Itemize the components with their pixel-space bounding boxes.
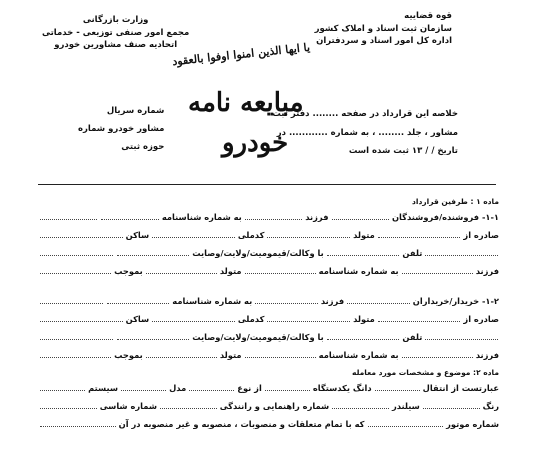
registry-zone-label: حوزه ثبتی bbox=[121, 142, 165, 152]
form-label: صادره از bbox=[463, 314, 499, 324]
form-label: شماره راهنمایی و رانندگی bbox=[219, 401, 330, 411]
form-label: بموجب bbox=[114, 266, 143, 276]
fill-in-blank[interactable] bbox=[40, 331, 113, 340]
form-label: به شماره شناسنامه bbox=[318, 350, 399, 360]
fill-in-blank[interactable] bbox=[40, 382, 85, 391]
fill-in-blank[interactable] bbox=[107, 295, 170, 304]
header-left-line: اتحادیه صنف مشاورین خودرو bbox=[54, 40, 178, 50]
form-label: عبارتست از انتقال bbox=[422, 383, 499, 393]
fill-in-blank[interactable] bbox=[40, 295, 103, 304]
fill-in-blank[interactable] bbox=[267, 313, 350, 322]
fill-in-blank[interactable] bbox=[40, 211, 97, 220]
serial-info bbox=[78, 102, 164, 156]
form-label: تلفن bbox=[402, 332, 423, 342]
form-row bbox=[38, 364, 500, 379]
form-label: با وکالت/قیمومیت/ولایت/وصایت bbox=[192, 332, 324, 342]
fill-in-blank[interactable] bbox=[40, 400, 97, 409]
document-subtitle: خودرو bbox=[222, 128, 289, 158]
header-right-line: سازمان ثبت اسناد و املاک کشور bbox=[314, 23, 452, 34]
header-left-line: مجمع امور صنفی توزیعی - خدماتی bbox=[42, 27, 190, 38]
fill-in-blank[interactable] bbox=[423, 400, 480, 409]
fill-in-blank[interactable] bbox=[425, 247, 498, 256]
header-divider bbox=[38, 184, 496, 185]
fill-in-blank[interactable] bbox=[117, 331, 190, 340]
form-label: به شماره شناسنامه bbox=[318, 266, 399, 276]
fill-in-blank[interactable] bbox=[40, 247, 113, 256]
fill-in-blank[interactable] bbox=[121, 382, 166, 391]
form-label: متولد bbox=[219, 266, 242, 276]
header-left bbox=[42, 14, 189, 52]
fill-in-blank[interactable] bbox=[368, 418, 444, 427]
form-label: شماره موتور bbox=[446, 419, 499, 429]
fill-in-blank[interactable] bbox=[375, 382, 420, 391]
form-row bbox=[38, 193, 500, 208]
form-row bbox=[38, 244, 500, 262]
form-label: فرزند bbox=[475, 266, 499, 276]
form-label: کدملی bbox=[237, 314, 265, 324]
fill-in-blank[interactable] bbox=[245, 349, 316, 358]
fill-in-blank[interactable] bbox=[267, 229, 350, 238]
fill-in-blank[interactable] bbox=[101, 211, 158, 220]
fill-in-blank[interactable] bbox=[402, 349, 473, 358]
header-left-line: وزارت بازرگانی bbox=[82, 15, 149, 25]
fill-in-blank[interactable] bbox=[327, 331, 400, 340]
form-label: که با تمام متعلقات و منصوبات ، منصوبه و غیر منصوبه در آن bbox=[118, 419, 365, 429]
form-label: ساکن bbox=[125, 230, 150, 240]
fill-in-blank[interactable] bbox=[255, 295, 318, 304]
form-label: ماده ۲: موضوع و مشخصات مورد معامله bbox=[352, 368, 499, 377]
fill-in-blank[interactable] bbox=[40, 265, 111, 274]
form-row bbox=[38, 397, 500, 415]
form-label: فرزند bbox=[320, 296, 345, 306]
registration-summary bbox=[272, 105, 458, 161]
form-label: صادره از bbox=[463, 230, 499, 240]
form-row bbox=[38, 310, 500, 328]
form-label: فرزند bbox=[305, 212, 329, 222]
fill-in-blank[interactable] bbox=[40, 349, 111, 358]
fill-in-blank[interactable] bbox=[327, 247, 400, 256]
fill-in-blank[interactable] bbox=[40, 313, 123, 322]
registration-line: تاریخ / / ۱۳ ثبت شده است bbox=[348, 146, 458, 156]
form-label: ساکن bbox=[125, 314, 150, 324]
form-label: شماره شاسی bbox=[99, 401, 157, 411]
fill-in-blank[interactable] bbox=[402, 265, 473, 274]
fill-in-blank[interactable] bbox=[40, 418, 116, 427]
fill-in-blank[interactable] bbox=[160, 400, 217, 409]
fill-in-blank[interactable] bbox=[425, 331, 498, 340]
form-label: بموجب bbox=[114, 350, 143, 360]
fill-in-blank[interactable] bbox=[378, 229, 461, 238]
fill-in-blank[interactable] bbox=[189, 382, 234, 391]
fill-in-blank[interactable] bbox=[117, 247, 190, 256]
document-title: مبایعه نامه bbox=[188, 88, 304, 118]
fill-in-blank[interactable] bbox=[332, 211, 389, 220]
fill-in-blank[interactable] bbox=[265, 382, 310, 391]
form-row bbox=[38, 226, 500, 244]
fill-in-blank[interactable] bbox=[152, 313, 235, 322]
form-label: متولد bbox=[353, 314, 375, 324]
registration-line: خلاصه این قرارداد در صفحه ........ دفتر ثبت bbox=[272, 109, 458, 119]
form-row bbox=[38, 292, 500, 310]
fill-in-blank[interactable] bbox=[146, 349, 217, 358]
fill-in-blank[interactable] bbox=[40, 229, 123, 238]
dealer-number-label: مشاور خودرو شماره bbox=[78, 124, 165, 134]
fill-in-blank[interactable] bbox=[152, 229, 235, 238]
form-row bbox=[38, 208, 500, 226]
form-label: دانگ یکدستگاه bbox=[312, 383, 372, 393]
form-label: سیلندر bbox=[391, 401, 420, 411]
form-label: با وکالت/قیمومیت/ولایت/وصایت bbox=[192, 248, 324, 258]
header-right-line: قوه قضاییه bbox=[404, 11, 452, 21]
form-row bbox=[38, 328, 500, 346]
fill-in-blank[interactable] bbox=[245, 265, 316, 274]
fill-in-blank[interactable] bbox=[347, 295, 410, 304]
form-label: به شماره شناسنامه bbox=[172, 296, 253, 306]
form-label: سیستم bbox=[88, 383, 118, 393]
form-label: از نوع bbox=[237, 383, 262, 393]
form-row bbox=[38, 346, 500, 364]
form-label: کدملی bbox=[237, 230, 265, 240]
form-row bbox=[38, 262, 500, 280]
form-label: ۱-۲- خریدار/خریداران bbox=[412, 296, 499, 306]
header-right-line: اداره کل امور اسناد و سردفتران bbox=[316, 36, 452, 46]
form-label: متولد bbox=[219, 350, 242, 360]
form-label: فرزند bbox=[475, 350, 499, 360]
registration-line: مشاور ، جلد ........ ، به شماره ............ در bbox=[276, 127, 458, 138]
form-label: ماده ۱ : طرفین قرارداد bbox=[412, 197, 499, 206]
section-gap bbox=[38, 280, 500, 292]
contract-form-body bbox=[38, 193, 500, 433]
form-label: متولد bbox=[353, 230, 375, 240]
fill-in-blank[interactable] bbox=[378, 313, 461, 322]
form-label: ۱-۱- فروشنده/فروشندگان bbox=[391, 212, 499, 222]
fill-in-blank[interactable] bbox=[245, 211, 302, 220]
form-row bbox=[38, 415, 500, 433]
form-label: تلفن bbox=[402, 248, 423, 258]
header-right bbox=[315, 10, 452, 48]
motto: یا ایها الذین امنوا اوفوا بالعقود bbox=[171, 40, 311, 69]
form-label: رنگ bbox=[482, 401, 499, 411]
form-label: مدل bbox=[169, 383, 187, 393]
form-label: به شماره شناسنامه bbox=[161, 212, 242, 222]
fill-in-blank[interactable] bbox=[146, 265, 217, 274]
serial-number-label: شماره سریال bbox=[106, 106, 165, 116]
form-row bbox=[38, 379, 500, 397]
fill-in-blank[interactable] bbox=[332, 400, 389, 409]
